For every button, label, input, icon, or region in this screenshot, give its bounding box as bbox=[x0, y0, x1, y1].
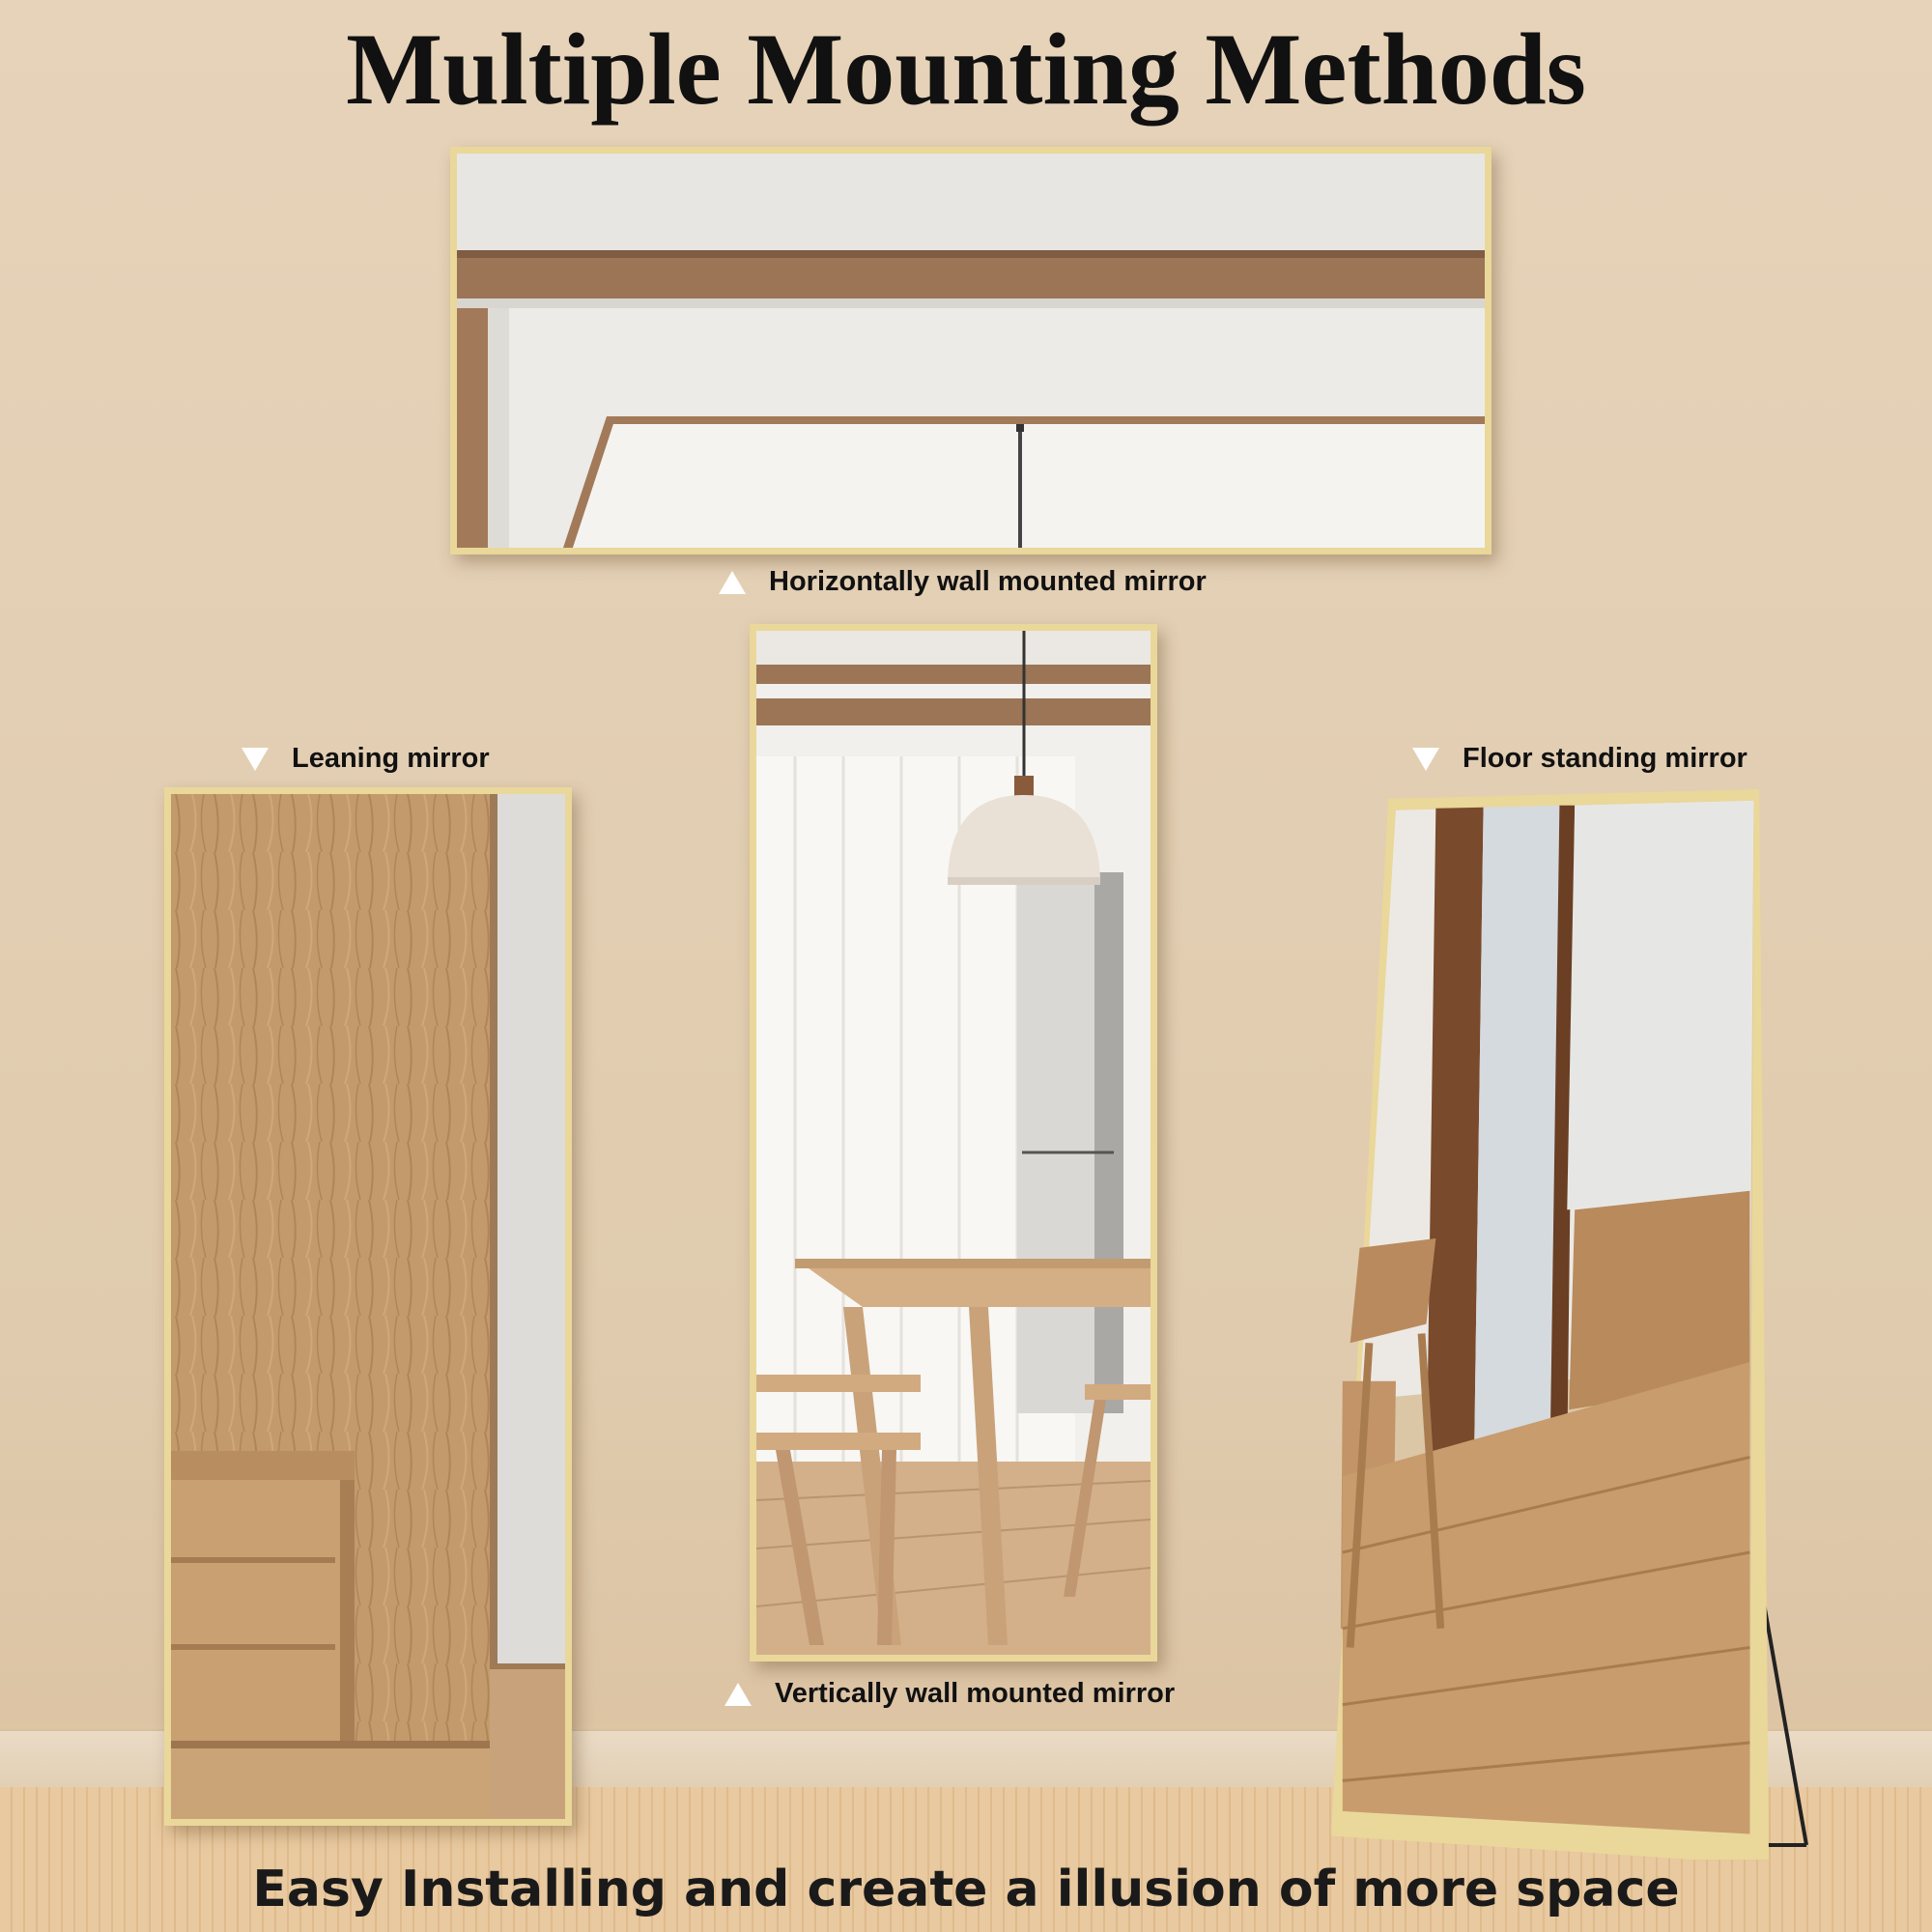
page-title: Multiple Mounting Methods bbox=[346, 13, 1586, 126]
vertical-mirror bbox=[750, 624, 1157, 1662]
triangle-up-icon bbox=[724, 1683, 752, 1706]
horizontal-mirror-label: Horizontally wall mounted mirror bbox=[769, 566, 1207, 597]
leaning-mirror-scene bbox=[171, 794, 565, 1819]
horizontal-mirror-scene bbox=[457, 154, 1485, 548]
floor-standing-mirror bbox=[1323, 787, 1826, 1860]
vertical-mirror-scene bbox=[756, 631, 1151, 1655]
horizontal-mirror-caption bbox=[719, 566, 1207, 598]
floor-mirror-caption bbox=[1412, 743, 1747, 775]
vertical-mirror-caption bbox=[724, 1678, 1175, 1710]
triangle-down-icon bbox=[1412, 748, 1439, 771]
triangle-down-icon bbox=[242, 748, 269, 771]
footer-tagline: Easy Installing and create a illusion of more space bbox=[252, 1861, 1680, 1918]
leaning-mirror-caption bbox=[242, 743, 490, 775]
leaning-mirror bbox=[164, 787, 572, 1826]
leaning-mirror-label: Leaning mirror bbox=[292, 743, 490, 774]
triangle-up-icon bbox=[719, 571, 746, 594]
vertical-mirror-label: Vertically wall mounted mirror bbox=[775, 1678, 1176, 1709]
horizontal-mirror bbox=[450, 147, 1492, 554]
floor-mirror-label: Floor standing mirror bbox=[1463, 743, 1747, 774]
